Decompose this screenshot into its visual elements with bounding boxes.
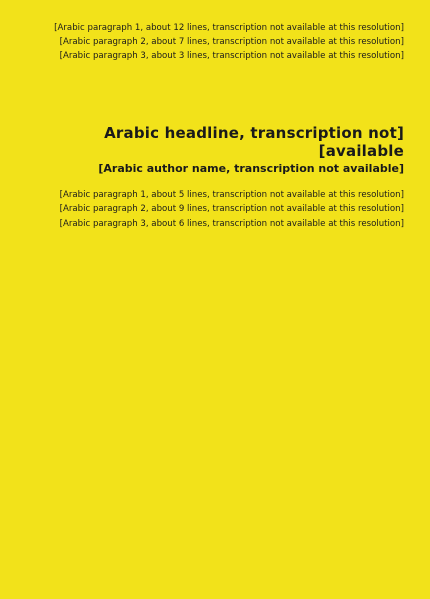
- article2-paragraph-1: [Arabic paragraph 1, about 5 lines, transcription not available at this resolution]: [59, 190, 404, 201]
- article-continuation: [26, 22, 404, 62]
- article1-paragraph-3: [Arabic paragraph 3, about 3 lines, transcription not available at this resolution]: [59, 51, 404, 62]
- article-title: [Arabic headline, transcription not available]: [104, 124, 404, 161]
- article2-paragraph-2: [Arabic paragraph 2, about 9 lines, transcription not available at this resolution]: [59, 204, 404, 215]
- article1-paragraph-2: [Arabic paragraph 2, about 7 lines, transcription not available at this resolution]: [59, 37, 404, 48]
- section-spacer: [26, 64, 404, 124]
- article-body: [26, 124, 404, 230]
- article2-paragraph-3: [Arabic paragraph 3, about 6 lines, transcription not available at this resolution]: [59, 218, 404, 229]
- article-byline: [Arabic author name, transcription not available]: [98, 162, 404, 176]
- article1-paragraph-1: [Arabic paragraph 1, about 12 lines, transcription not available at this resolution]: [54, 23, 404, 33]
